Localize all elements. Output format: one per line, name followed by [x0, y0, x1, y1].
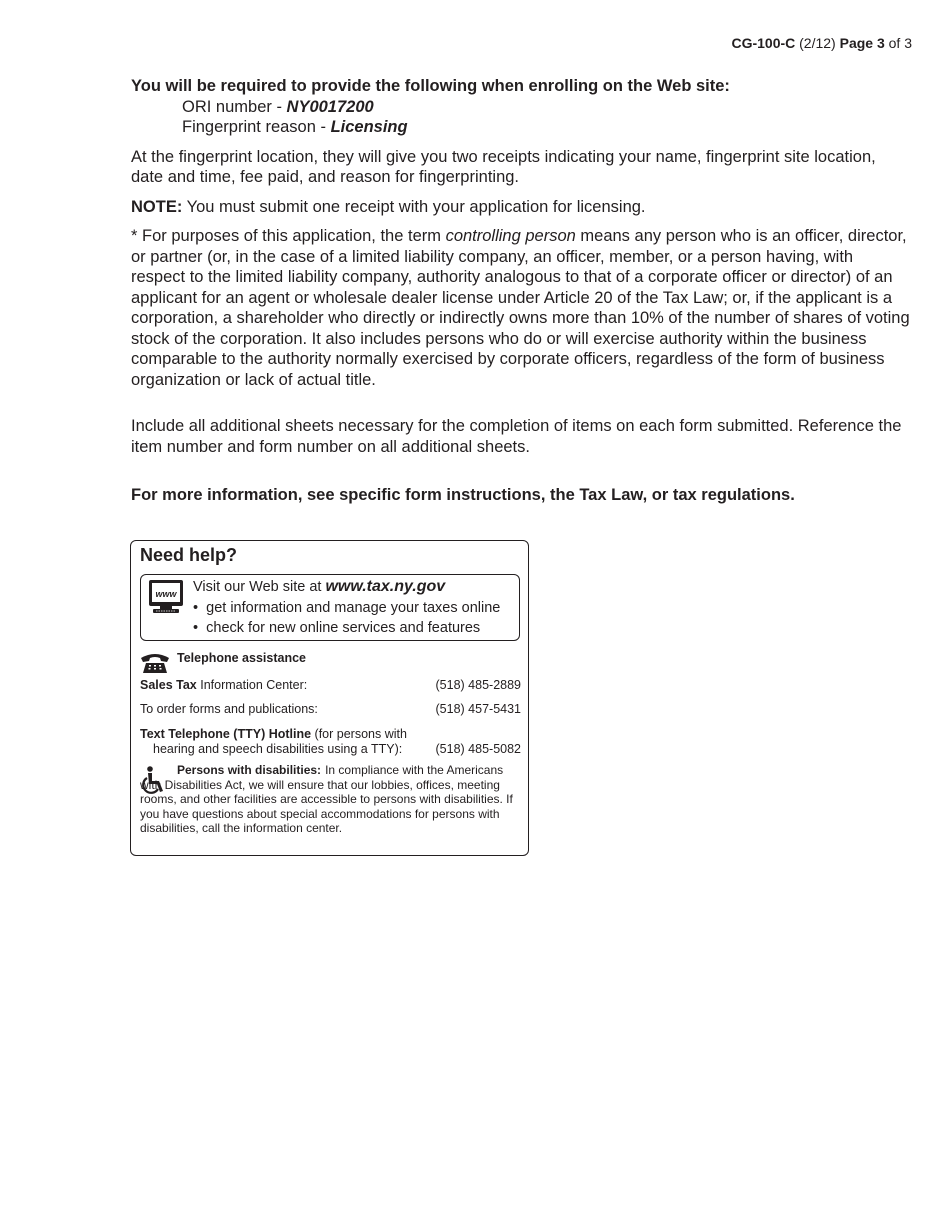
cp-text: means any person who is an officer, director, or partner (or, in the case of a limited liability company, an officer, member, or a person having, with respect to the limited liability company, authority analogous to that of a corporate officer or director) of an applicant for an agent or wholesale dealer license under Article 20 of the Tax Law; or, if the applicant is a corporation, a shareholder who directly or indirectly owns more than 10% of the number of shares of voting stock of the corporation. It also includes persons who do or will exercise authority within the business comparable to the authority normally exercised by corporate officers, regardless of the form of business organization or lack of actual title.	[131, 227, 910, 389]
note-paragraph	[131, 197, 911, 218]
web-bullet-1-text: get information and manage your taxes online	[206, 599, 501, 616]
additional-sheets-paragraph: Include all additional sheets necessary for the completion of items on each form submitted. Reference the item number and form number on all additional sheets.	[131, 417, 902, 456]
tty-label-bold: Text Telephone (TTY) Hotline	[140, 727, 312, 741]
web-bullet-1: • get information and manage your taxes online	[193, 599, 501, 616]
forms-phone: (518) 457-5431	[435, 702, 521, 716]
need-help-title: Need help?	[140, 545, 238, 565]
page-of: of 3	[888, 35, 912, 51]
website-text	[193, 577, 500, 639]
sales-tax-label: Information Center:	[196, 678, 308, 692]
website-box	[140, 574, 520, 641]
form-id: CG-100-C	[731, 35, 796, 51]
page-label: Page 3	[839, 35, 885, 51]
tty-phone: (518) 485-5082	[435, 742, 521, 756]
need-help-box	[130, 540, 529, 856]
web-bullet-2: • check for new online services and features	[193, 620, 481, 636]
tty-row	[140, 727, 521, 757]
telephone-heading: Telephone assistance	[177, 651, 306, 665]
website-link[interactable]: www.tax.ny.gov	[325, 578, 446, 595]
sales-tax-phone: (518) 485-2889	[435, 678, 521, 692]
ori-value: NY0017200	[286, 97, 374, 116]
tty-line-2: hearing and speech disabilities using a TTY):	[153, 742, 403, 756]
main-content	[131, 76, 911, 515]
forms-label: To order forms and publications:	[140, 702, 318, 716]
reason-line	[131, 117, 911, 138]
forms-row	[140, 702, 521, 716]
form-date: (2/12)	[799, 35, 836, 51]
note-text: You must submit one receipt with your application for licensing.	[182, 197, 646, 216]
tty-line-1	[140, 727, 521, 742]
more-info-paragraph: For more information, see specific form instructions, the Tax Law, or tax regulations.	[131, 486, 795, 504]
disabilities-body	[140, 763, 521, 836]
enrollment-heading: You will be required to provide the following when enrolling on the Web site:	[131, 77, 730, 95]
sales-tax-label-bold: Sales Tax	[140, 678, 197, 692]
note-label: NOTE:	[131, 197, 183, 216]
telephone-icon	[140, 652, 170, 674]
reason-value: Licensing	[330, 118, 408, 136]
reason-label: Fingerprint reason -	[182, 118, 331, 136]
ori-label: ORI number -	[182, 97, 287, 116]
web-intro-line	[193, 577, 500, 598]
disabilities-label: Persons with disabilities:	[177, 763, 322, 777]
web-bullet-2-text: check for new online services and features	[206, 620, 481, 636]
sales-tax-row	[140, 678, 521, 692]
computer-monitor-icon	[148, 579, 184, 615]
controlling-person-paragraph	[131, 226, 911, 390]
cp-term: controlling person	[445, 227, 576, 245]
www-label: www	[155, 589, 177, 599]
ori-line	[131, 97, 911, 118]
web-intro: Visit our Web site at	[193, 579, 326, 595]
tty-label: (for persons with	[311, 727, 407, 741]
disabilities-text: In compliance with the Americans with Disabilities Act, we will ensure that our lobbies, offices, meeting rooms, and other facilities are accessible to persons with disabilities. If you have questions about special accommodations for persons with disabilities, call the information center.	[140, 763, 513, 836]
receipts-paragraph: At the fingerprint location, they will give you two receipts indicating your name, fingerprint site location, date and time, fee paid, and reason for fingerprinting.	[131, 147, 876, 186]
page-header	[731, 35, 912, 51]
cp-prefix: * For purposes of this application, the term	[131, 227, 446, 245]
